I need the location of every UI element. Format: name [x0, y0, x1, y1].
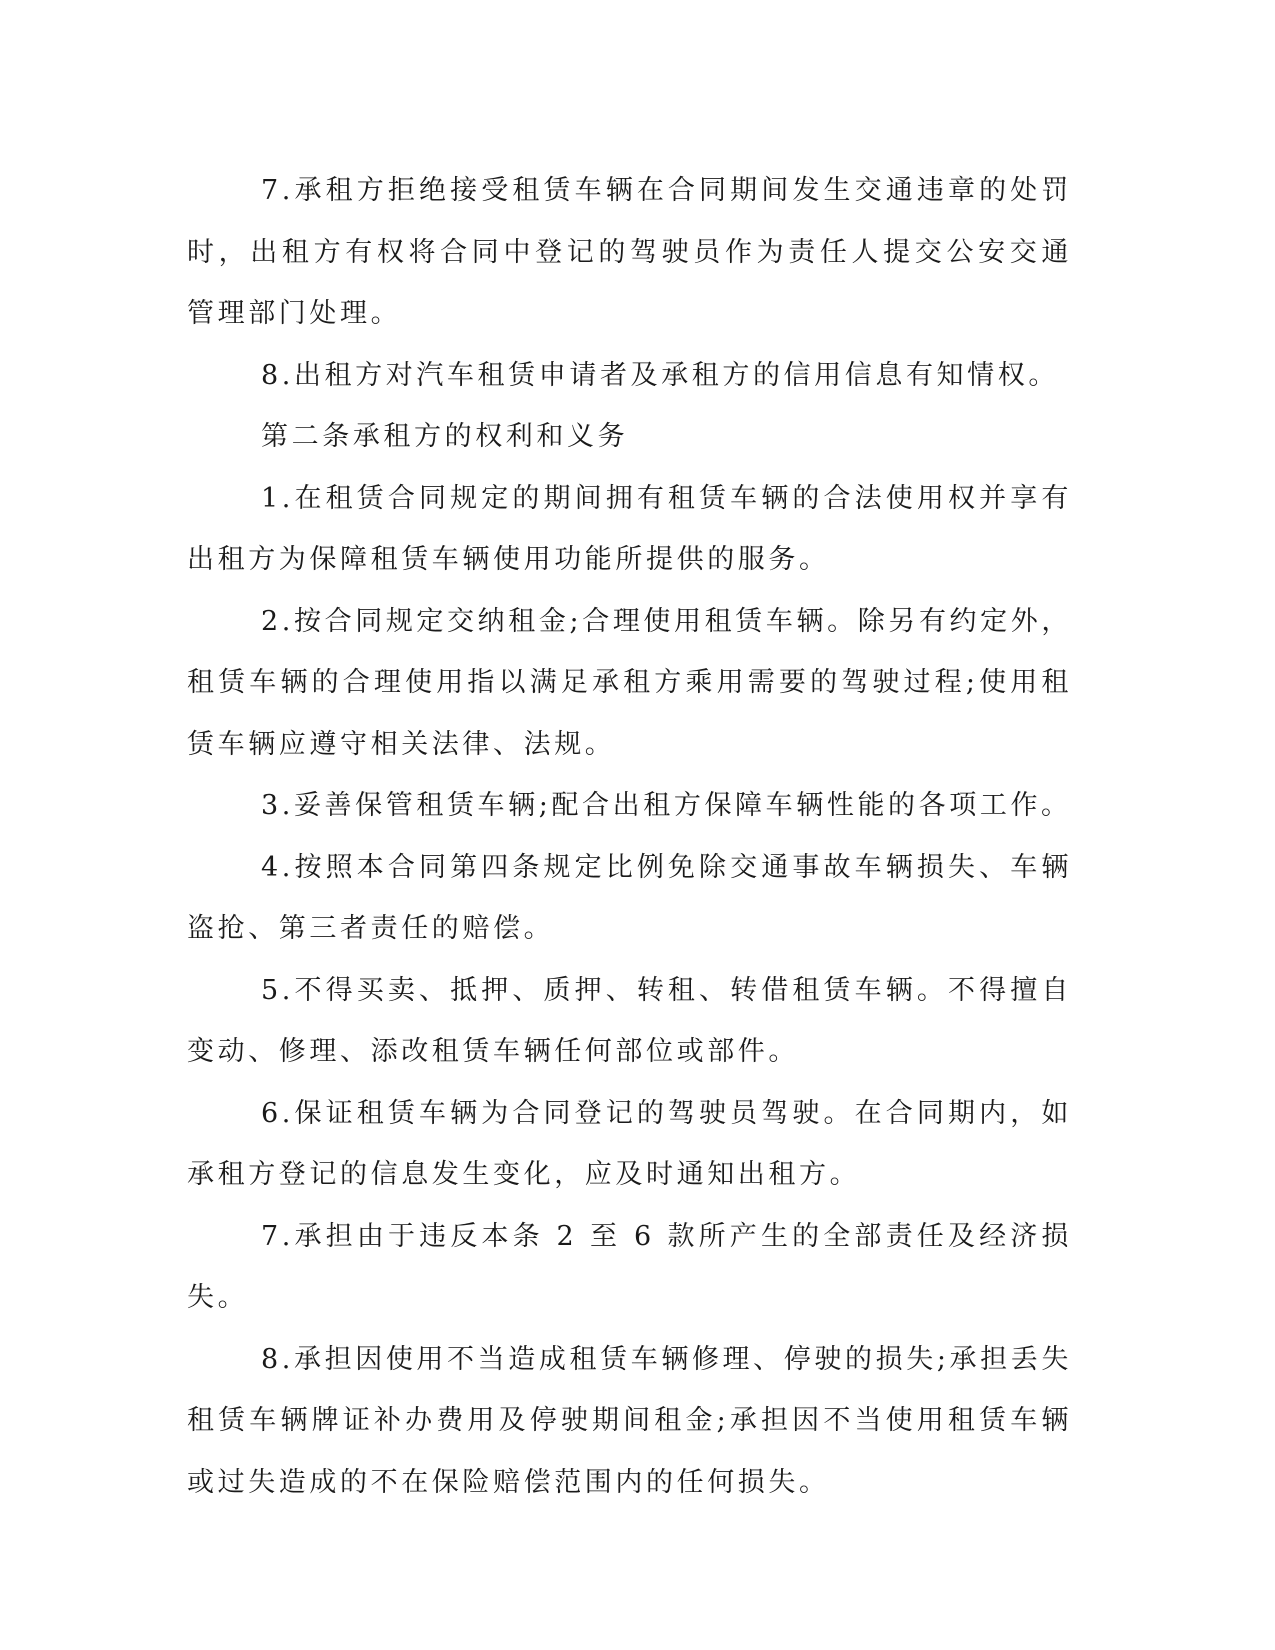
- document-body: [187, 160, 1072, 1513]
- paragraph-lessee-item-2: 2.按合同规定交纳租金;合理使用租赁车辆。除另有约定外，租赁车辆的合理使用指以满足承租方乘用需要的驾驶过程;使用租赁车辆应遵守相关法律、法规。: [187, 605, 1072, 760]
- paragraph-lessor-right-7: 7.承租方拒绝接受租赁车辆在合同期间发生交通违章的处罚时，出租方有权将合同中登记的驾驶员作为责任人提交公安交通管理部门处理。: [187, 175, 1072, 329]
- paragraph-lessee-item-4: 4.按照本合同第四条规定比例免除交通事故车辆损失、车辆盗抢、第三者责任的赔偿。: [187, 851, 1072, 944]
- section-heading-article-2: 第二条承租方的权利和义务: [261, 421, 629, 452]
- paragraph-lessee-item-7: 7.承担由于违反本条 2 至 6 款所产生的全部责任及经济损失。: [187, 1220, 1072, 1313]
- paragraph-lessee-item-6: 6.保证租赁车辆为合同登记的驾驶员驾驶。在合同期内，如承租方登记的信息发生变化，应及时通知出租方。: [187, 1097, 1072, 1190]
- paragraph-lessee-item-5: 5.不得买卖、抵押、质押、转租、转借租赁车辆。不得擅自变动、修理、添改租赁车辆任何部位或部件。: [187, 974, 1072, 1067]
- paragraph-lessee-item-1: 1.在租赁合同规定的期间拥有租赁车辆的合法使用权并享有出租方为保障租赁车辆使用功能所提供的服务。: [187, 482, 1072, 575]
- paragraph-lessee-item-8: 8.承担因使用不当造成租赁车辆修理、停驶的损失;承担丢失租赁车辆牌证补办费用及停驶期间租金;承担因不当使用租赁车辆或过失造成的不在保险赔偿范围内的任何损失。: [187, 1343, 1072, 1498]
- paragraph-lessee-item-3: 3.妥善保管租赁车辆;配合出租方保障车辆性能的各项工作。: [261, 790, 1072, 821]
- paragraph-lessor-right-8: 8.出租方对汽车租赁申请者及承租方的信用信息有知情权。: [261, 359, 1059, 391]
